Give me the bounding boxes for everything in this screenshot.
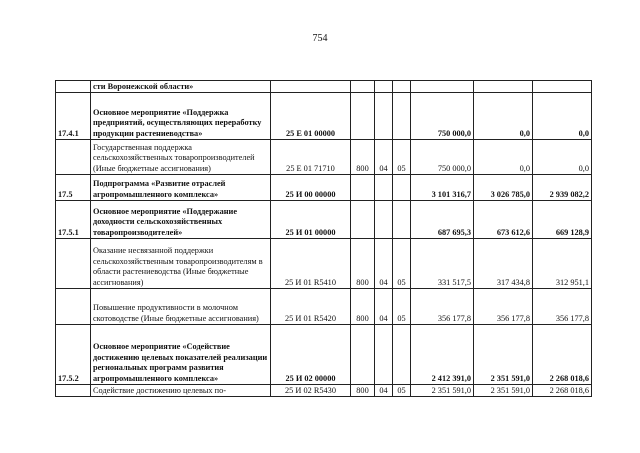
row-year2: 2 351 591,0 <box>474 385 533 397</box>
row-year1: 356 177,8 <box>411 289 474 325</box>
row-vr: 800 <box>351 239 375 289</box>
row-name: Основное мероприятие «Поддержка предприятий, осуществляющих переработку продукции растениеводства» <box>91 93 271 140</box>
row-year1: 331 517,5 <box>411 239 474 289</box>
row-vr: 800 <box>351 385 375 397</box>
row-code: 25 И 02 R5430 <box>271 385 351 397</box>
row-rz: 04 <box>375 289 393 325</box>
row-rz: 04 <box>375 239 393 289</box>
row-year3: 2 268 018,6 <box>533 385 592 397</box>
row-code: 25 Е 01 00000 <box>271 93 351 140</box>
row-year2: 356 177,8 <box>474 289 533 325</box>
row-code: 25 Е 01 71710 <box>271 140 351 175</box>
row-name: Государственная поддержка сельскохозяйственных товаропроизводителей (Иные бюджетные ассигнования) <box>91 140 271 175</box>
row-year3: 312 951,1 <box>533 239 592 289</box>
row-vr <box>351 325 375 385</box>
row-year3 <box>533 81 592 93</box>
row-pr: 05 <box>393 385 411 397</box>
row-year1: 3 101 316,7 <box>411 175 474 201</box>
row-year3: 2 268 018,6 <box>533 325 592 385</box>
row-code <box>271 81 351 93</box>
budget-table <box>55 80 592 397</box>
page-number: 754 <box>312 33 328 44</box>
row-rz <box>375 81 393 93</box>
row-year2: 2 351 591,0 <box>474 325 533 385</box>
row-rz <box>375 93 393 140</box>
row-number: 17.4.1 <box>56 93 91 140</box>
row-code: 25 И 01 R5410 <box>271 239 351 289</box>
row-number: 17.5.2 <box>56 325 91 385</box>
row-number <box>56 385 91 397</box>
row-pr <box>393 93 411 140</box>
row-rz <box>375 201 393 239</box>
table-row <box>56 201 592 239</box>
row-code: 25 И 01 00000 <box>271 201 351 239</box>
row-year1: 750 000,0 <box>411 140 474 175</box>
row-year3: 356 177,8 <box>533 289 592 325</box>
table-row <box>56 289 592 325</box>
row-pr: 05 <box>393 289 411 325</box>
row-vr <box>351 175 375 201</box>
row-year1: 750 000,0 <box>411 93 474 140</box>
row-code: 25 И 00 00000 <box>271 175 351 201</box>
row-vr: 800 <box>351 289 375 325</box>
row-name: сти Воронежской области» <box>91 81 271 93</box>
table-row <box>56 81 592 93</box>
row-rz: 04 <box>375 140 393 175</box>
row-name: Основное мероприятие «Поддержание доходности сельскохозяйственных товаропроизводителей» <box>91 201 271 239</box>
row-year3: 669 128,9 <box>533 201 592 239</box>
row-year2: 673 612,6 <box>474 201 533 239</box>
row-pr <box>393 175 411 201</box>
row-pr <box>393 81 411 93</box>
row-number: 17.5 <box>56 175 91 201</box>
row-year3: 0,0 <box>533 140 592 175</box>
row-pr: 05 <box>393 140 411 175</box>
row-pr: 05 <box>393 239 411 289</box>
row-year2: 0,0 <box>474 140 533 175</box>
table-row <box>56 93 592 140</box>
row-year2: 0,0 <box>474 93 533 140</box>
row-name: Основное мероприятие «Содействие достижению целевых показателей реализации региональных программ развития агропромышленного комплекса» <box>91 325 271 385</box>
row-year3: 0,0 <box>533 93 592 140</box>
row-code: 25 И 02 00000 <box>271 325 351 385</box>
row-number <box>56 140 91 175</box>
row-vr: 800 <box>351 140 375 175</box>
row-name: Оказание несвязанной поддержки сельскохозяйственным товаропроизводителям в области растениеводства (Иные бюджетные ассигнования) <box>91 239 271 289</box>
row-pr <box>393 325 411 385</box>
row-name: Повышение продуктивности в молочном скотоводстве (Иные бюджетные ассигнования) <box>91 289 271 325</box>
table-row <box>56 325 592 385</box>
table-row <box>56 140 592 175</box>
row-year1: 2 412 391,0 <box>411 325 474 385</box>
row-year1: 2 351 591,0 <box>411 385 474 397</box>
table-row <box>56 175 592 201</box>
row-rz <box>375 175 393 201</box>
table-row <box>56 239 592 289</box>
row-year3: 2 939 082,2 <box>533 175 592 201</box>
row-rz <box>375 325 393 385</box>
row-vr <box>351 93 375 140</box>
row-year1 <box>411 81 474 93</box>
row-number <box>56 239 91 289</box>
row-name: Подпрограмма «Развитие отраслей агропромышленного комплекса» <box>91 175 271 201</box>
row-vr <box>351 81 375 93</box>
row-code: 25 И 01 R5420 <box>271 289 351 325</box>
row-year2 <box>474 81 533 93</box>
row-number <box>56 289 91 325</box>
row-pr <box>393 201 411 239</box>
row-name: Содействие достижению целевых по- <box>91 385 271 397</box>
row-vr <box>351 201 375 239</box>
row-year1: 687 695,3 <box>411 201 474 239</box>
row-rz: 04 <box>375 385 393 397</box>
row-year2: 317 434,8 <box>474 239 533 289</box>
row-year2: 3 026 785,0 <box>474 175 533 201</box>
row-number: 17.5.1 <box>56 201 91 239</box>
table-row <box>56 385 592 397</box>
row-number <box>56 81 91 93</box>
